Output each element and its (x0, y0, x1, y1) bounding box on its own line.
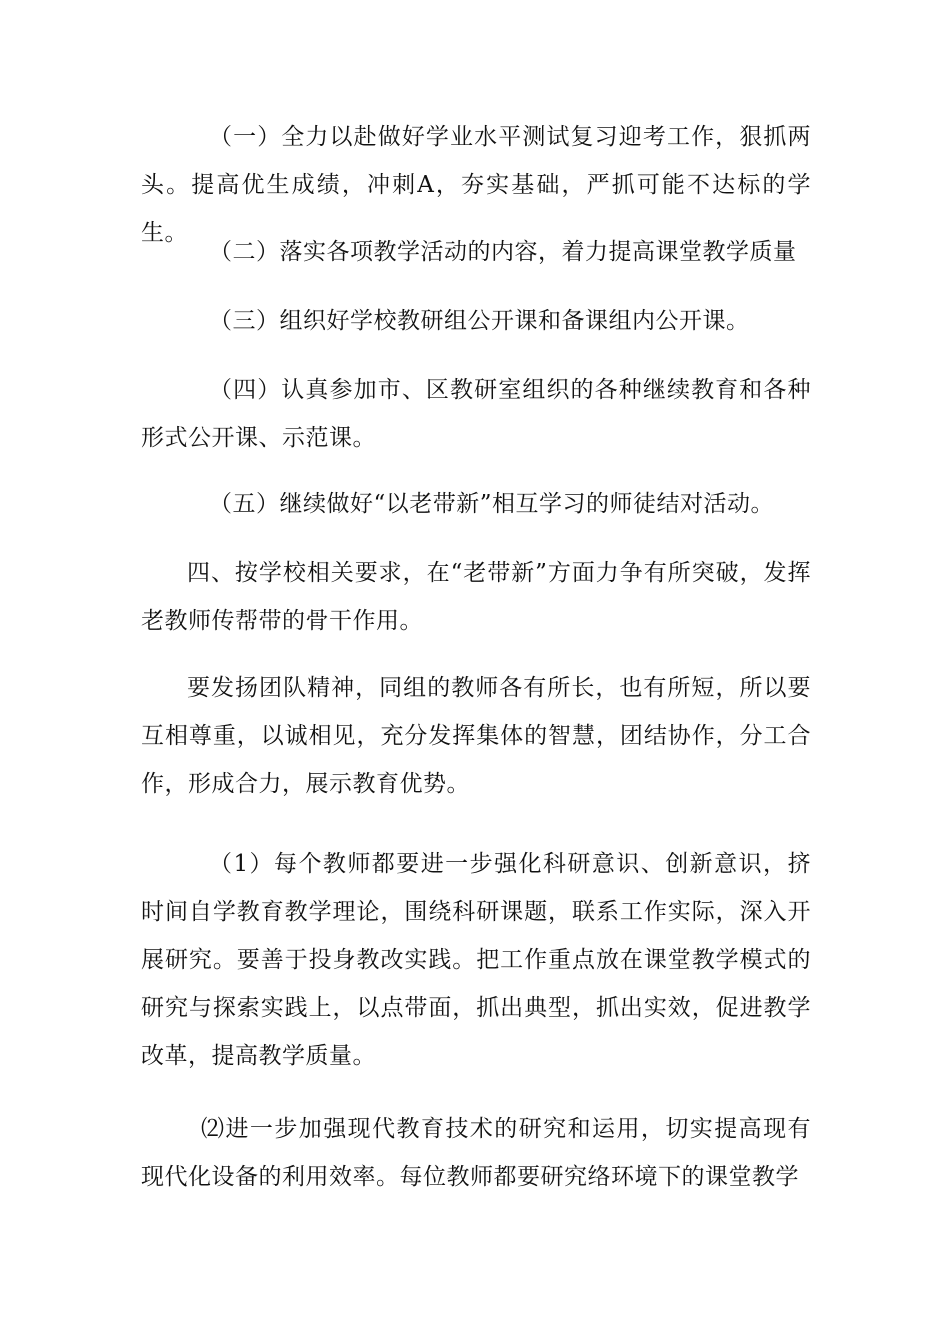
paragraph-item-2: （二）落实各项教学活动的内容，着力提高课堂教学质量 (209, 239, 797, 265)
paragraph-item-1: （一）全力以赴做好学业水平测试复习迎考工作，狠抓两头。提高优生成绩，冲刺A，夯实基础，严抓可能不达标的学生。 (141, 124, 811, 246)
section-four-heading: 四、按学校相关要求，在“老带新”方面力争有所突破，发挥老教师传帮带的骨干作用。 (141, 560, 811, 634)
paragraph-item-5: （五）继续做好“以老带新”相互学习的师徒结对活动。 (209, 491, 775, 517)
paragraph-team-spirit: 要发扬团队精神，同组的教师各有所长，也有所短，所以要互相尊重，以诚相见，充分发挥集体的智慧，团结协作，分工合作，形成合力，展示教育优势。 (141, 675, 811, 797)
paragraph-point-2: ⑵进一步加强现代教育技术的研究和运用，切实提高现有现代化设备的利用效率。每位教师都要研究络环境下的课堂教学 (141, 1116, 811, 1190)
paragraph-item-4: （四）认真参加市、区教研室组织的各种继续教育和各种形式公开课、示范课。 (141, 377, 811, 451)
paragraph-point-1: （1）每个教师都要进一步强化科研意识、创新意识，挤时间自学教育教学理论，围绕科研课题，联系工作实际，深入开展研究。要善于投身教改实践。把工作重点放在课堂教学模式的研究与探索实践上，以点带面，抓出典型，抓出实效，促进教学改革，提高教学质量。 (141, 851, 811, 1069)
paragraph-item-3: （三）组织好学校教研组公开课和备课组内公开课。 (209, 308, 750, 334)
